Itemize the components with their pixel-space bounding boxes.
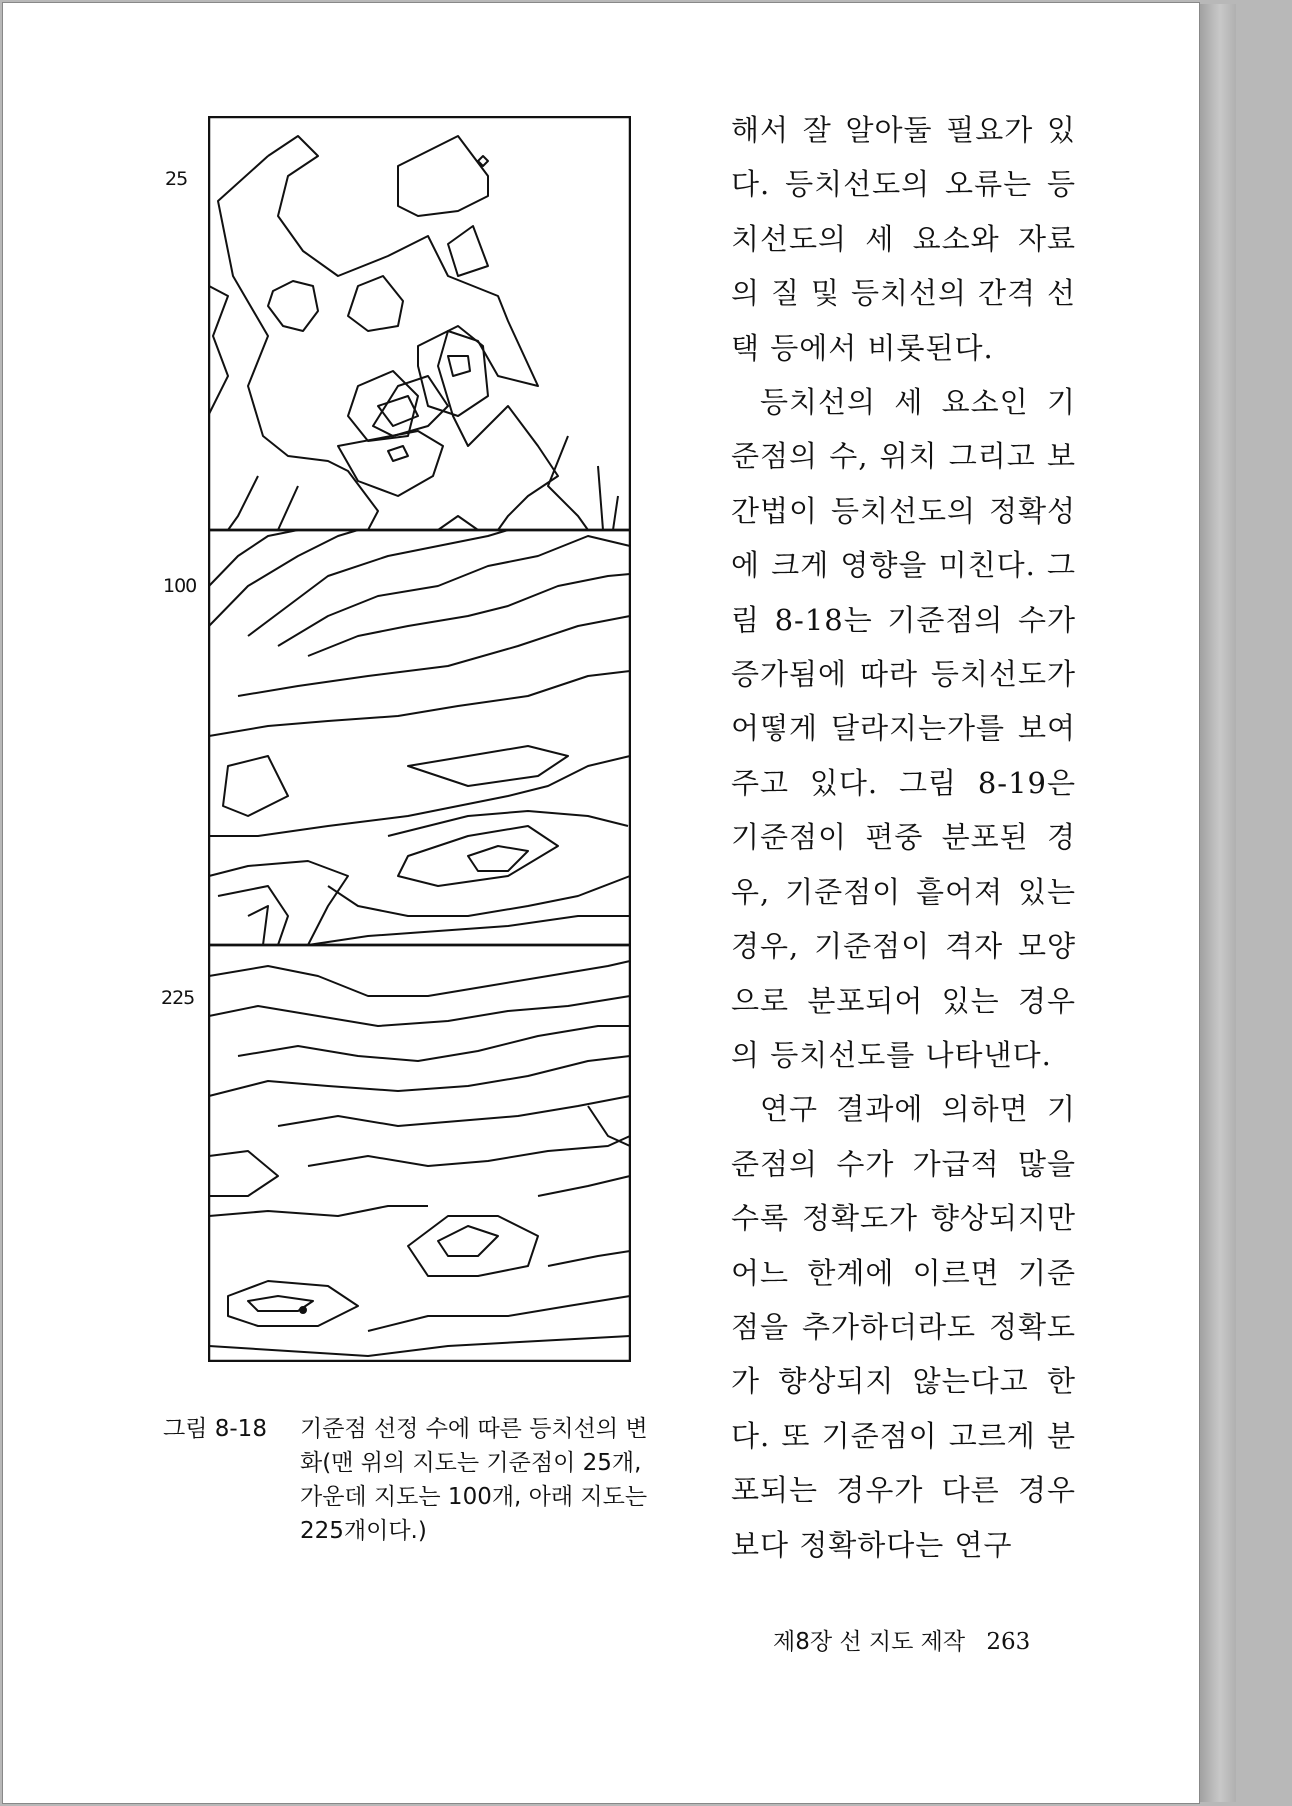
- panel-label-225: 225: [161, 987, 195, 1009]
- paragraph-1: 해서 잘 알아둘 필요가 있다. 등치선도의 오류는 등치선도의 세 요소와 자료의 질 및 등치선의 간격 선택 등에서 비롯된다.: [731, 113, 1076, 365]
- panel-label-25: 25: [165, 168, 188, 190]
- paragraph-3: 연구 결과에 의하면 기준점의 수가 가급적 많을수록 정확도가 향상되지만 어느 한계에 이르면 기준점을 추가하더라도 정확도가 향상되지 않는다고 한다. 또 기준점이 고르게 분포되는 경우가 다른 경우보다 정확하다는 연구: [731, 1092, 1076, 1562]
- isoline-map-225: [209, 945, 630, 1361]
- book-page: [2, 2, 1200, 1804]
- panel-label-100: 100: [163, 575, 197, 597]
- book-edge-shadow: [1196, 4, 1236, 1802]
- paragraph-2: 등치선의 세 요소인 기준점의 수, 위치 그리고 보간법이 등치선도의 정확성에 크게 영향을 미친다. 그림 8-18는 기준점의 수가 증가됨에 따라 등치선도가 어떻게 달라지는가를 보여 주고 있다. 그림 8-19은 기준점이 편중 분포된 경우, 기준점이 흩어져 있는 경우, 기준점이 격자 모양으로 분포되어 있는 경우의 등치선도를 나타낸다.: [731, 385, 1076, 1072]
- isoline-map-100: [209, 530, 630, 945]
- page-number: 263: [986, 1629, 1031, 1655]
- page-footer: [773, 1623, 1030, 1656]
- body-text: [731, 103, 1076, 1572]
- isoline-map-25: [208, 117, 630, 530]
- caption-label: 그림 8-18: [163, 1416, 267, 1442]
- isoline-figure: [208, 116, 631, 1362]
- caption-text: 기준점 선정 수에 따른 등치선의 변화(맨 위의 지도는 기준점이 25개, 가운데 지도는 100개, 아래 지도는 225개이다.): [300, 1416, 648, 1544]
- chapter-title: 제8장 선 지도 제작: [773, 1629, 966, 1655]
